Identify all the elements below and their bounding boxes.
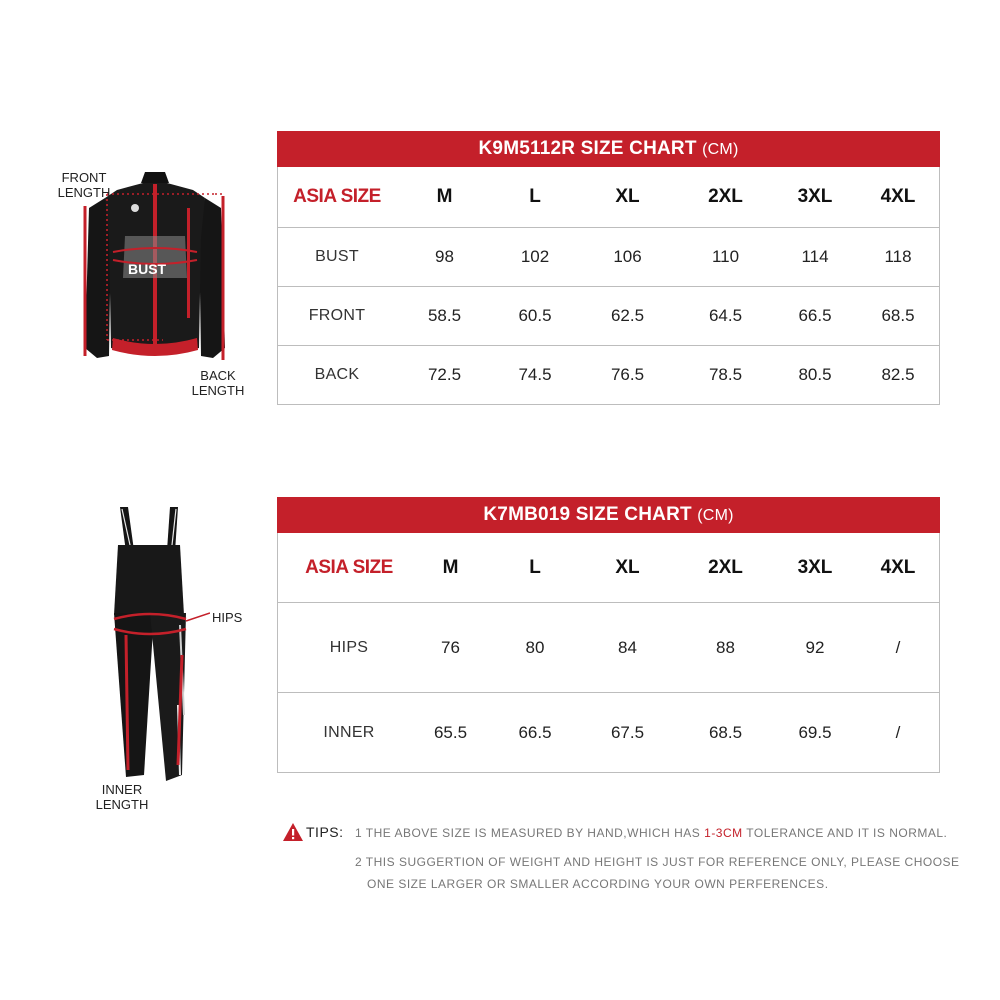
- table-cell: 66.5: [798, 306, 832, 325]
- size-chart-jacket: [277, 131, 940, 405]
- table-cell: 102: [520, 247, 550, 266]
- size-header: 3XL: [797, 186, 833, 207]
- bust-label: BUST: [128, 261, 167, 277]
- table-cell: 76: [441, 637, 460, 657]
- table-cell: 68.5: [708, 722, 743, 742]
- bib-illustration: [100, 505, 210, 790]
- hips-label: HIPS: [212, 610, 243, 625]
- front-length-label: FRONT LENGTH: [57, 170, 111, 200]
- bib-graphic: [100, 505, 210, 790]
- tips-title: TIPS:: [306, 824, 344, 840]
- chart-title-text: K9M5112R SIZE CHART: [478, 138, 697, 159]
- inner-length-label: INNER LENGTH: [95, 782, 149, 812]
- table-cell: /: [895, 637, 901, 657]
- chart-title-text: K7MB019 SIZE CHART: [483, 504, 692, 525]
- table-cell: 80.5: [798, 365, 832, 384]
- table-cell: 69.5: [798, 722, 832, 742]
- table-cell: 106: [613, 247, 642, 266]
- table-row: [278, 345, 939, 404]
- table-cell: 60.5: [518, 306, 552, 325]
- size-header: 4XL: [880, 556, 916, 578]
- row-label: BUST: [315, 248, 359, 265]
- chart-title: [277, 131, 940, 167]
- chart-title: [277, 497, 940, 533]
- table-cell: 67.5: [610, 722, 645, 742]
- size-header: L: [529, 556, 541, 578]
- tolerance-highlight: 1-3CM: [704, 826, 743, 840]
- table-cell: 82.5: [881, 365, 915, 384]
- size-header: 2XL: [708, 186, 743, 207]
- table-cell: 84: [618, 637, 637, 657]
- table-cell: 76.5: [610, 365, 645, 384]
- table-cell: 65.5: [433, 722, 468, 742]
- table-row: [278, 602, 939, 692]
- table-cell: 78.5: [708, 365, 743, 384]
- table-row: [278, 227, 939, 286]
- size-header: 4XL: [880, 186, 916, 207]
- table-row: [278, 286, 939, 345]
- table-header-row: [278, 167, 939, 227]
- table-cell: 92: [805, 637, 825, 657]
- table-cell: 72.5: [427, 365, 462, 384]
- row-label: INNER: [323, 723, 375, 741]
- table-cell: 68.5: [881, 306, 915, 325]
- size-header: 2XL: [708, 556, 743, 578]
- back-length-label: BACK LENGTH: [191, 368, 245, 398]
- row-label: HIPS: [329, 638, 369, 656]
- row-label: FRONT: [308, 307, 366, 324]
- tips-section: [282, 820, 982, 900]
- tip-line-3: ONE SIZE LARGER OR SMALLER ACCORDING YOUR OWN PERFERENCES.: [367, 877, 829, 891]
- asia-size-header: ASIA SIZE: [305, 556, 393, 578]
- table-cell: 98: [435, 247, 454, 266]
- table-cell: 88: [716, 637, 735, 657]
- size-header: XL: [615, 186, 640, 207]
- warning-icon: [282, 822, 304, 842]
- table-cell: 58.5: [427, 306, 462, 325]
- table-cell: 74.5: [518, 365, 552, 384]
- asia-size-header: ASIA SIZE: [293, 186, 381, 207]
- table-cell: 110: [711, 247, 740, 266]
- table-cell: 64.5: [708, 306, 743, 325]
- size-table: [277, 167, 940, 405]
- size-header: XL: [615, 556, 640, 578]
- size-header: 3XL: [797, 556, 833, 578]
- tip-line-2: 2 THIS SUGGERTION OF WEIGHT AND HEIGHT IS JUST FOR REFERENCE ONLY, PLEASE CHOOSE: [355, 855, 960, 869]
- table-cell: /: [895, 722, 901, 742]
- size-chart-bib: [277, 497, 940, 773]
- row-label: BACK: [314, 366, 360, 383]
- table-header-row: [278, 533, 939, 602]
- chart-unit: (CM): [697, 507, 734, 524]
- table-cell: 66.5: [518, 722, 552, 742]
- table-cell: 118: [884, 247, 912, 266]
- table-cell: 114: [801, 247, 829, 266]
- size-header: L: [529, 186, 541, 207]
- table-cell: 62.5: [610, 306, 645, 325]
- size-header: M: [442, 556, 459, 578]
- table-cell: 80: [525, 637, 545, 657]
- size-header: M: [436, 186, 453, 207]
- table-row: [278, 692, 939, 772]
- size-table: [277, 533, 940, 773]
- tip-line-1: 1 THE ABOVE SIZE IS MEASURED BY HAND,WHICH HAS 1-3CM TOLERANCE AND IT IS NORMAL.: [355, 826, 948, 840]
- chart-unit: (CM): [702, 141, 739, 158]
